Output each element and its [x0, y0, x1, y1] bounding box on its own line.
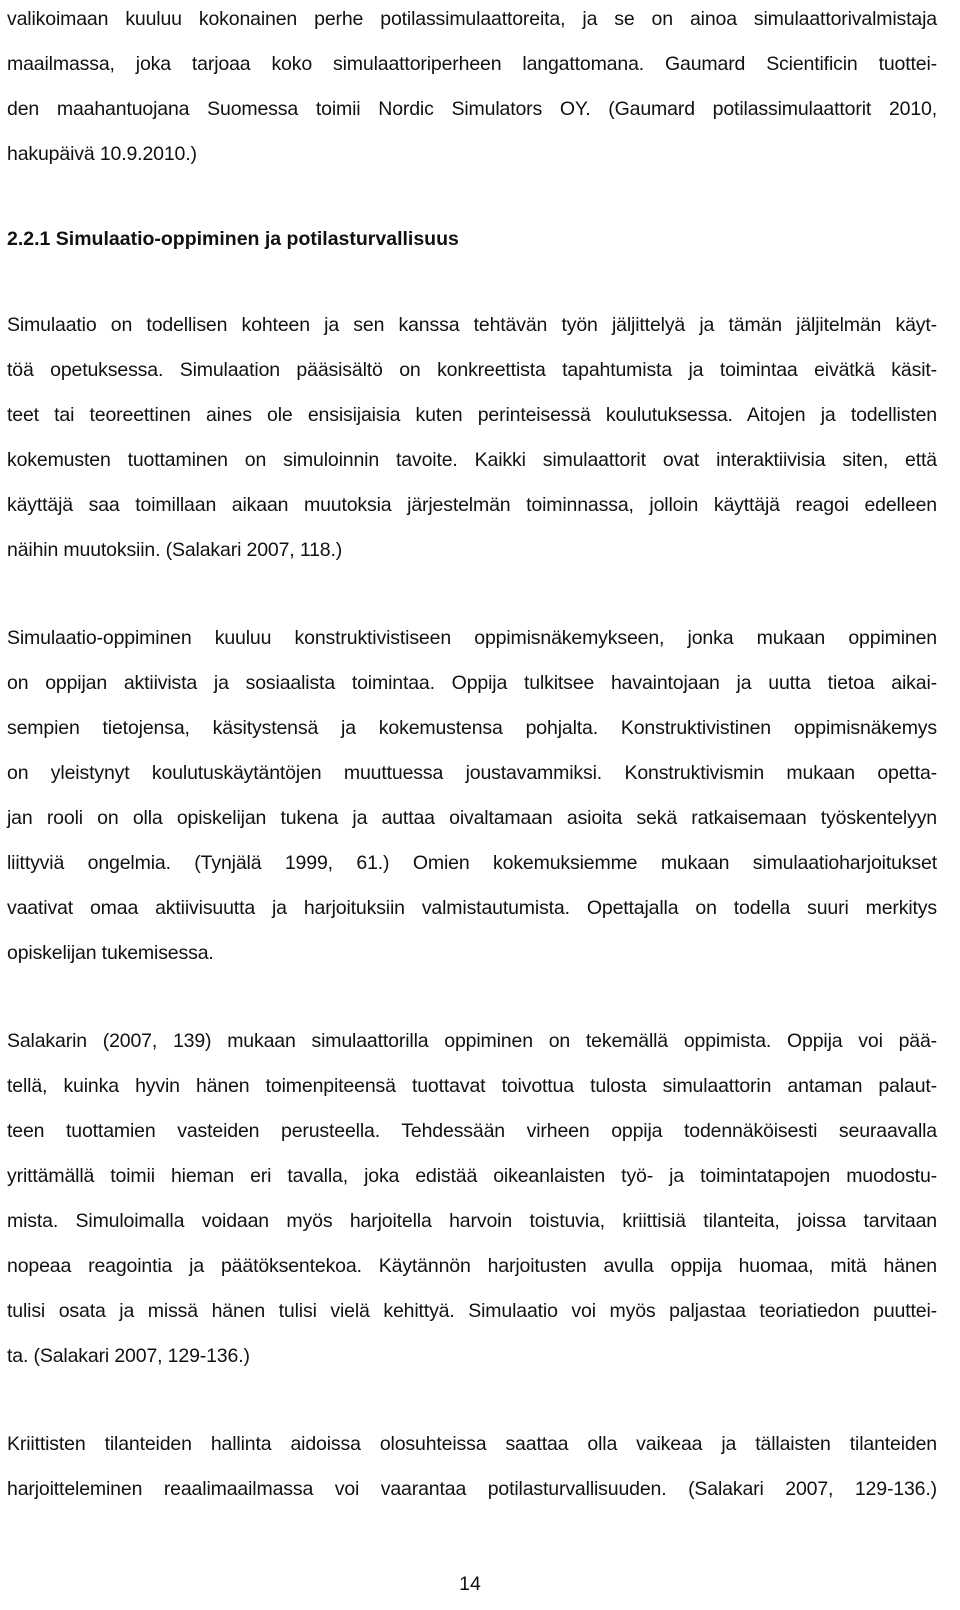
text-line: valikoimaan kuuluu kokonainen perhe potilassimulaattoreita, ja se on ainoa simulaattorivalmistaja: [7, 8, 937, 30]
text-line: harjoitteleminen reaalimaailmassa voi vaarantaa potilasturvallisuuden. (Salakari 2007, 129-136.): [7, 1478, 937, 1500]
text-line: mista. Simuloimalla voidaan myös harjoitella harvoin toistuvia, kriittisiä tilanteita, joissa tarvitaan: [7, 1210, 937, 1232]
text-line: nopeaa reagointia ja päätöksentekoa. Käytännön harjoitusten avulla oppija huomaa, mitä hänen: [7, 1255, 937, 1277]
text-line: yrittämällä toimii hieman eri tavalla, joka edistää oikeanlaisten työ- ja toimintatapojen muodostu-: [7, 1165, 937, 1187]
text-line: hakupäivä 10.9.2010.): [7, 143, 197, 165]
text-line: maailmassa, joka tarjoaa koko simulaattoriperheen langattomana. Gaumard Scientificin tuottei-: [7, 53, 937, 75]
text-line: on yleistynyt koulutuskäytäntöjen muuttuessa joustavammiksi. Konstruktivismin mukaan opetta-: [7, 762, 937, 784]
paragraph-simulation: [7, 303, 937, 573]
text-line: Simulaatio on todellisen kohteen ja sen kanssa tehtävän työn jäljittelyä ja tämän jäljitelmän käyt-: [7, 314, 937, 336]
text-line: näihin muutoksiin. (Salakari 2007, 118.): [7, 539, 343, 561]
text-line: Kriittisten tilanteiden hallinta aidoissa olosuhteissa saattaa olla vaikeaa ja tällaisten tilanteiden: [7, 1433, 937, 1455]
text-line: töä opetuksessa. Simulaation pääsisältö on konkreettista tapahtumista ja toimintaa eivätkä käsit-: [7, 359, 937, 381]
text-line: vaativat omaa aktiivisuutta ja harjoituksiin valmistautumista. Opettajalla on todella suuri merkitys: [7, 897, 937, 919]
text-line: on oppijan aktiivista ja sosiaalista toimintaa. Oppija tulkitsee havaintojaan ja uutta tietoa aikai-: [7, 672, 937, 694]
text-line: jan rooli on olla opiskelijan tukena ja auttaa oivaltamaan asioita sekä ratkaisemaan työskentelyyn: [7, 807, 937, 829]
text-line: tellä, kuinka hyvin hänen toimenpiteensä tuottavat toivottua tulosta simulaattorin antaman palaut-: [7, 1075, 937, 1097]
paragraph-patient-safety: [7, 1422, 937, 1512]
text-line: teet tai teoreettinen aines ole ensisijaisia kuten perinteisessä koulutuksessa. Aitojen ja todellisten: [7, 404, 937, 426]
text-line: liittyviä ongelmia. (Tynjälä 1999, 61.) Omien kokemuksiemme mukaan simulaatioharjoitukset: [7, 852, 937, 874]
intro-paragraph: [7, 0, 937, 177]
text-line: sempien tietojensa, käsitystensä ja kokemustensa pohjalta. Konstruktivistinen oppimisnäkemys: [7, 717, 937, 739]
text-line: käyttäjä saa toimillaan aikaan muutoksia järjestelmän toiminnassa, jolloin käyttäjä reagoi edelleen: [7, 494, 937, 516]
paragraph-constructivism: [7, 616, 937, 976]
document-page: [7, 0, 937, 1512]
section-heading: 2.2.1 Simulaatio-oppiminen ja potilasturvallisuus: [7, 228, 459, 250]
text-line: kokemusten tuottaminen on simuloinnin tavoite. Kaikki simulaattorit ovat interaktiivisia siten, että: [7, 449, 937, 471]
text-line: teen tuottamien vasteiden perusteella. Tehdessään virheen oppija todennäköisesti seuraavalla: [7, 1120, 937, 1142]
text-line: tulisi osata ja missä hänen tulisi vielä kehittyä. Simulaatio voi myös paljastaa teoriatiedon puuttei-: [7, 1300, 937, 1322]
text-line: opiskelijan tukemisessa.: [7, 942, 214, 964]
text-line: Simulaatio-oppiminen kuuluu konstruktivistiseen oppimisnäkemykseen, jonka mukaan oppiminen: [7, 627, 937, 649]
text-line: den maahantuojana Suomessa toimii Nordic Simulators OY. (Gaumard potilassimulaattorit 2010,: [7, 98, 937, 120]
text-line: ta. (Salakari 2007, 129-136.): [7, 1345, 250, 1367]
page-number: 14: [459, 1573, 481, 1595]
text-line: Salakarin (2007, 139) mukaan simulaattorilla oppiminen on tekemällä oppimista. Oppija voi pää-: [7, 1030, 937, 1052]
paragraph-learning-by-doing: [7, 1019, 937, 1379]
